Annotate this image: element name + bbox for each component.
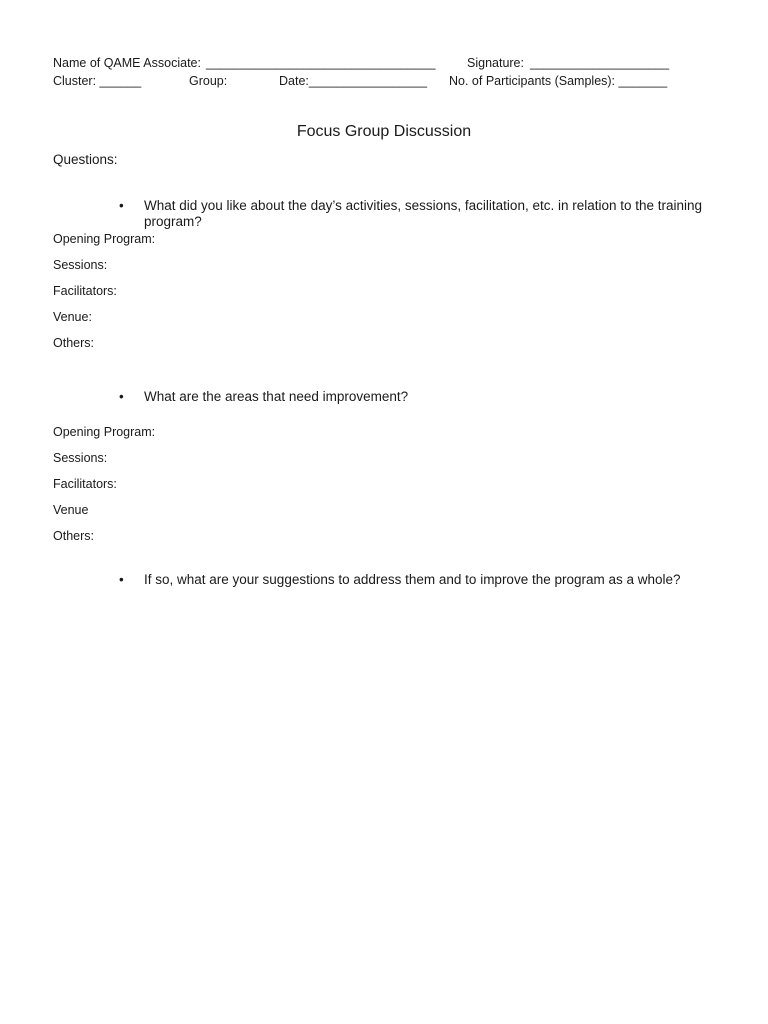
bullet-icon: •: [119, 572, 124, 587]
cluster-label: Cluster: ______: [53, 74, 142, 88]
page-title: Focus Group Discussion: [296, 123, 472, 140]
group-label: Group:: [189, 74, 228, 88]
associate-name-blank: _________________________________: [206, 56, 436, 70]
participants-label: No. of Participants (Samples): _______: [449, 74, 668, 88]
question-3-text: If so, what are your suggestions to address them and to improve the program as a whole?: [144, 572, 681, 587]
bullet-icon: •: [119, 198, 124, 213]
signature-blank: ____________________: [530, 56, 670, 70]
questions-label: Questions:: [53, 152, 118, 167]
q1-field-opening-program: Opening Program:: [53, 232, 156, 246]
bullet-icon: •: [119, 389, 124, 404]
q1-field-venue: Venue:: [53, 310, 92, 324]
associate-name-label: Name of QAME Associate:: [53, 56, 201, 70]
q1-field-sessions: Sessions:: [53, 258, 108, 272]
q1-field-facilitators: Facilitators:: [53, 284, 117, 298]
date-label: Date:_________________: [279, 74, 428, 88]
q2-field-others: Others:: [53, 529, 94, 543]
q2-field-facilitators: Facilitators:: [53, 477, 117, 491]
question-2-text: What are the areas that need improvement?: [144, 389, 409, 404]
q2-field-venue: Venue: [53, 503, 89, 517]
q2-field-sessions: Sessions:: [53, 451, 108, 465]
signature-label: Signature:: [467, 56, 524, 70]
q2-field-opening-program: Opening Program:: [53, 425, 156, 439]
question-1-text: What did you like about the day’s activities, sessions, facilitation, etc. in relation to the training program?: [144, 198, 703, 229]
q1-field-others: Others:: [53, 336, 94, 350]
